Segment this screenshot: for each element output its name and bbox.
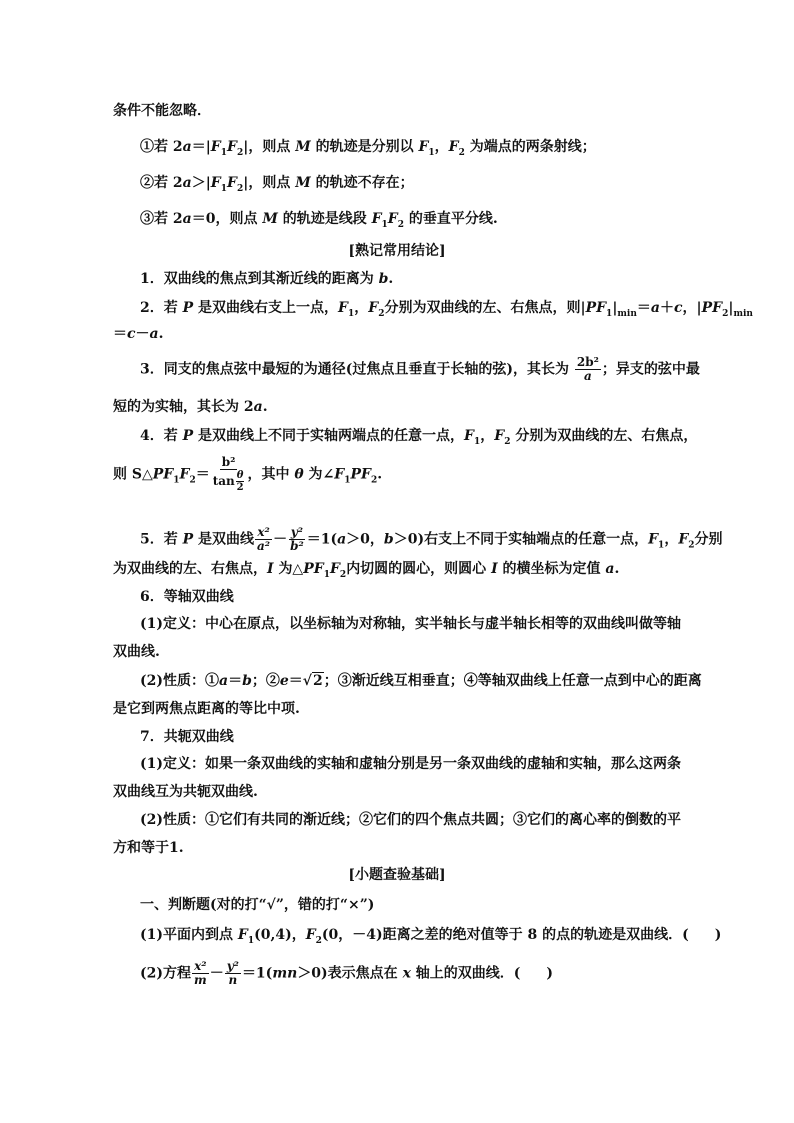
quiz-heading: 一、判断题(对的打“√”，错的打“×”) bbox=[140, 897, 375, 913]
item-6-prop-line-1: (2)性质：①a＝b；②e＝√2；③渐近线互相垂直；④等轴双曲线上任意一点到中心的距离 bbox=[140, 673, 702, 689]
item-6-def-line-1: (1)定义：中心在原点，以坐标轴为对称轴，实半轴长与虚半轴长相等的双曲线叫做等轴 bbox=[140, 616, 681, 632]
item-3-line-1: 3．同支的焦点弦中最短的为通径(过焦点且垂直于长轴的弦)，其长为 $\frac{\text{2b²}}{a}$ ；异支的弦中最 bbox=[140, 355, 700, 383]
item-6-def-line-2: 双曲线. bbox=[113, 644, 160, 660]
top-note: 条件不能忽略． bbox=[113, 103, 211, 119]
item-4-line-1: 4．若 P 是双曲线上不同于实轴两端点的任意一点，$F_1$，$F_2$ 分别为双曲线的左、右焦点， bbox=[140, 428, 698, 447]
item-7-def-line-2: 双曲线互为共轭双曲线. bbox=[113, 784, 258, 800]
note-2: ②若 $2a>|F_1F_2|$，则点 M 的轨迹不存在； bbox=[140, 175, 414, 194]
section-title-conclusions: [熟记常用结论] bbox=[348, 243, 446, 259]
item-5-line-2: 为双曲线的左、右焦点，I 为$\triangle PF_1F_2$内切圆的圆心，则圆心 I 的横坐标为定值 a. bbox=[113, 561, 620, 580]
note-1: ①若 $2a=|F_1F_2|$，则点 M 的轨迹是分别以 $F_1$，$F_2$ 为端点的两条射线； bbox=[140, 139, 596, 158]
item-6-prop-line-2: 是它到两焦点距离的等比中项. bbox=[113, 701, 300, 717]
triangle-area-fraction: b² tan θ 2 bbox=[212, 455, 244, 493]
hyperbola-x-term: $\frac{\text{x²}}{\text{a²}}$ bbox=[257, 525, 271, 553]
item-2-line-1: 2．若 P 是双曲线右支上一点，$F_1$，$F_2$分别为双曲线的左、右焦点，则$|PF_1|_{min}=a+c$，$|PF_2|_{min}$ bbox=[140, 300, 753, 319]
item-7-title: 7．共轭双曲线 bbox=[140, 729, 234, 745]
equation-x-term: $\frac{\text{x²}}{m}$ bbox=[194, 959, 207, 987]
note-3: ③若 2a＝0，则点 M 的轨迹是线段 $F_1F_2$ 的垂直平分线. bbox=[140, 211, 498, 230]
item-2-line-2: ＝c－a. bbox=[113, 326, 164, 342]
hyperbola-y-term: $\frac{\text{y²}}{\text{b²}}$ bbox=[290, 525, 304, 553]
item-1: 1．双曲线的焦点到其渐近线的距离为 b. bbox=[140, 271, 394, 287]
section-title-practice: [小题查验基础] bbox=[348, 867, 446, 883]
latus-rectum-fraction: $\frac{\text{2b²}}{a}$ bbox=[576, 355, 599, 383]
item-7-prop-line-2: 方和等于1. bbox=[113, 840, 184, 856]
item-5-line-1: 5．若 P 是双曲线 $\frac{\text{x²}}{\text{a²}}$ － $\frac{\text{y²}}{\text{b²}}$ ＝1(a＞0，b＞0)右支上不同于实轴端点的任意一点，$F_1$，$F_2$分别 bbox=[140, 525, 723, 553]
item-7-prop-line-1: (2)性质：①它们有共同的渐近线；②它们的四个焦点共圆；③它们的离心率的倒数的平 bbox=[140, 812, 681, 828]
quiz-question-2: (2)方程 $\frac{\text{x²}}{m}$ － $\frac{\text{y²}}{n}$ ＝1(mn＞0)表示焦点在 x 轴上的双曲线．( ) bbox=[140, 959, 554, 987]
item-6-title: 6．等轴双曲线 bbox=[140, 589, 234, 605]
equation-y-term: $\frac{\text{y²}}{n}$ bbox=[226, 959, 239, 987]
item-3-line-2: 短的为实轴，其长为 2a. bbox=[113, 399, 268, 415]
quiz-question-1: (1)平面内到点 $F_1(0,4)$，$F_2(0$，－4)距离之差的绝对值等于 8 的点的轨迹是双曲线．( ) bbox=[140, 927, 722, 946]
item-4-line-2: 则 $S\triangle PF_1F_2=$ b² tan θ 2 ，其中 θ 为$\angle F_1PF_2$. bbox=[113, 455, 383, 493]
sqrt-two: √2 bbox=[302, 673, 323, 689]
item-7-def-line-1: (1)定义：如果一条双曲线的实轴和虚轴分别是另一条双曲线的虚轴和实轴，那么这两条 bbox=[140, 756, 681, 772]
